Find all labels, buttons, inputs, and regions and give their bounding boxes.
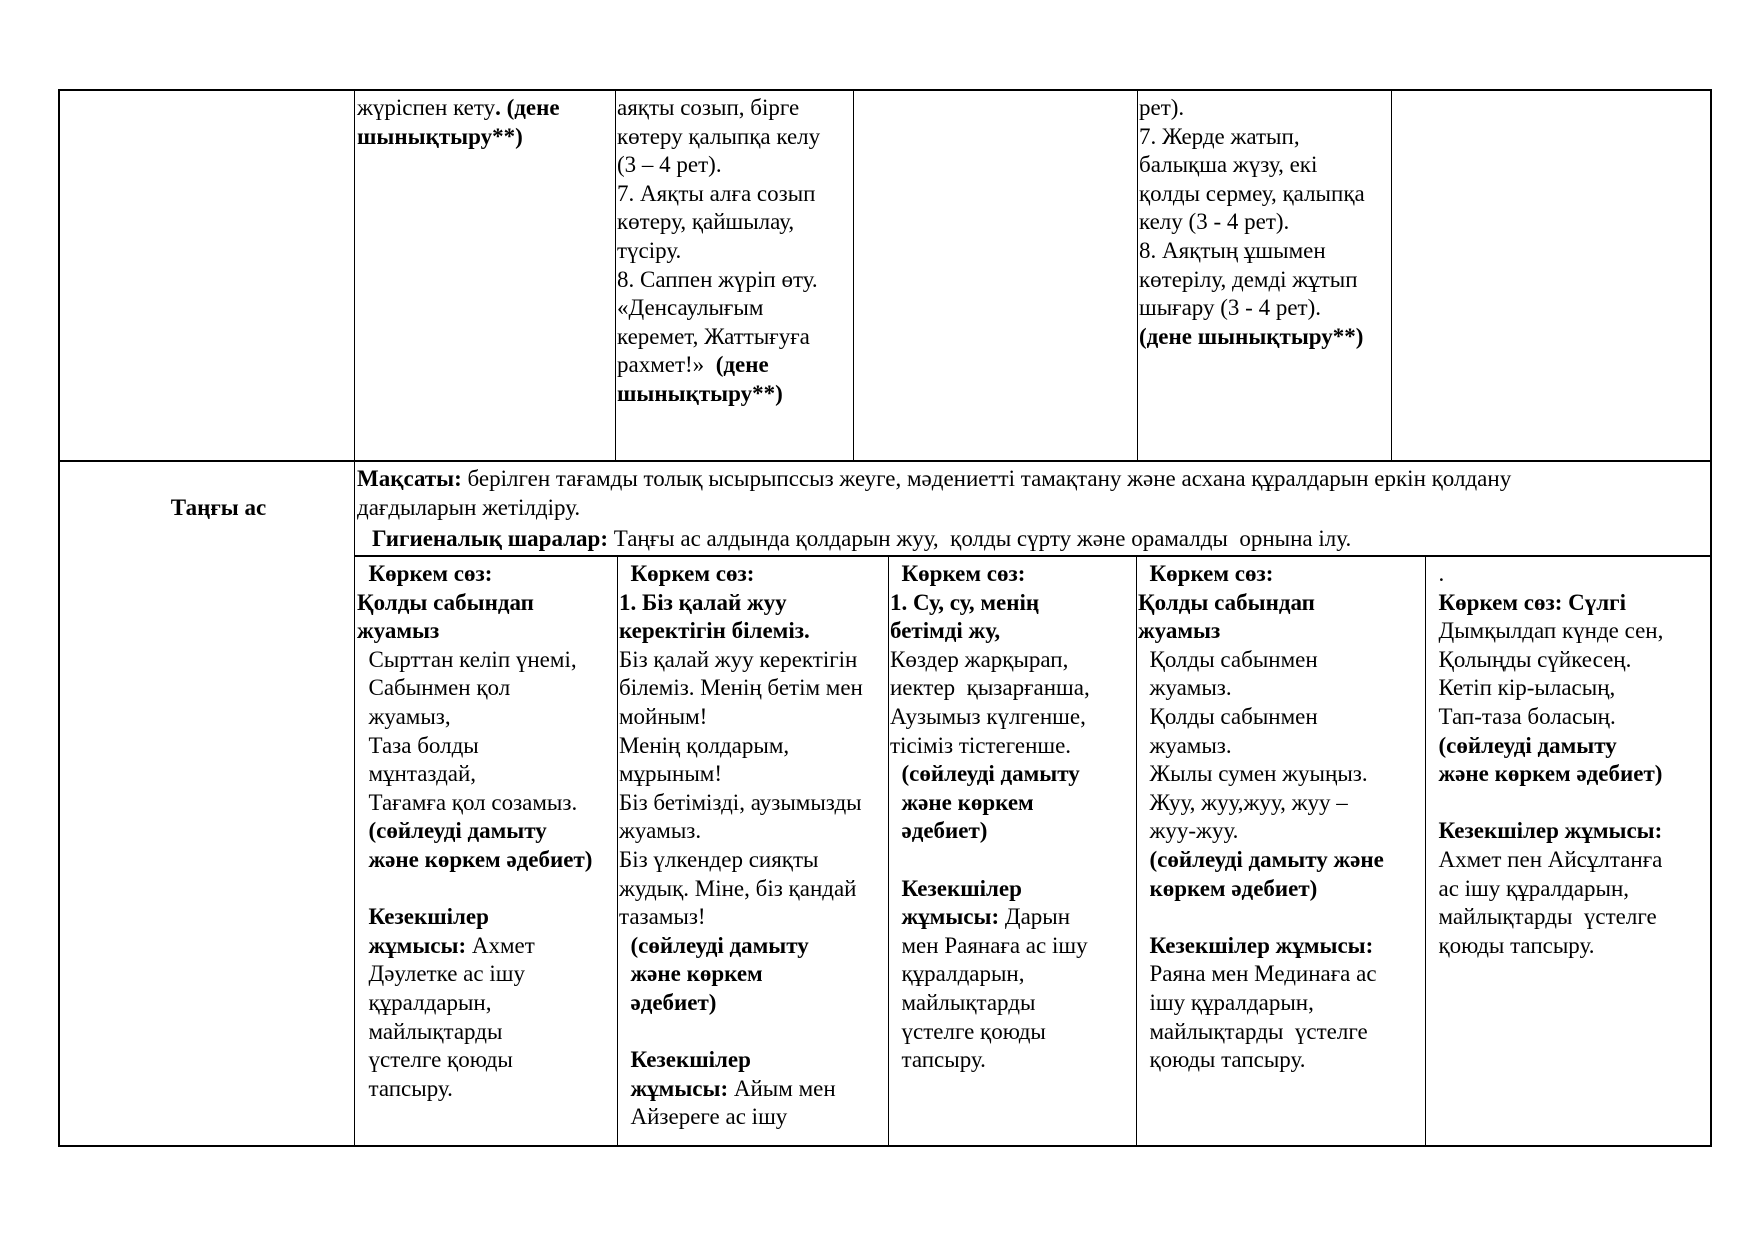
text-line [619, 732, 863, 761]
text-line [1427, 875, 1663, 904]
table-row-divider [58, 460, 1712, 462]
text-line [357, 123, 560, 152]
text-run: тісіміз тістегенше. [890, 732, 1072, 758]
text-run: Айым мен [728, 1075, 836, 1101]
text-run: Дымқылдап күнде сен, [1427, 618, 1664, 644]
text-run: (сөйлеуді дамыту [1427, 732, 1617, 758]
text-run: білеміз. Менің бетім мен [619, 675, 863, 701]
breakfast-day-2 [619, 560, 863, 1132]
text-line [619, 1075, 863, 1104]
text-run: рахмет!» [617, 352, 716, 378]
text-line [1138, 846, 1384, 875]
text-line [619, 789, 863, 818]
text-line [357, 703, 592, 732]
text-run: иектер қызарғанша, [890, 675, 1090, 701]
text-line [1427, 560, 1663, 589]
text-line [1138, 960, 1384, 989]
table-col-divider [1137, 89, 1138, 461]
row-label-breakfast-text: Таңғы ас [170, 494, 267, 520]
text-run: керектігін білеміз. [619, 618, 810, 644]
text-run: Көркем сөз: [357, 561, 493, 586]
text-run: Қолды сабынмен [1138, 703, 1318, 729]
text-line [890, 989, 1090, 1018]
text-line [357, 494, 1511, 523]
text-line [357, 589, 592, 618]
table-col-divider [1391, 89, 1392, 461]
text-line [1138, 817, 1384, 846]
text-run: майлықтарды [357, 1018, 503, 1044]
text-line [357, 903, 592, 932]
text-run: (сөйлеуді дамыту [890, 761, 1080, 787]
text-line [1138, 760, 1384, 789]
text-run: жуамыз. [1138, 675, 1232, 701]
text-run: майлықтарды үстелге [1138, 1018, 1368, 1044]
table-subrow-divider [354, 555, 1712, 557]
text-line [1139, 94, 1365, 123]
text-run: Кезекшілер жұмысы: [1138, 932, 1374, 958]
text-run: майлықтарды [890, 989, 1036, 1015]
text-line [1427, 646, 1663, 675]
text-line [619, 589, 863, 618]
text-line [619, 674, 863, 703]
text-line [1138, 589, 1384, 618]
text-run: керемет, Жаттығуға [617, 323, 810, 349]
text-run: ішу құралдарын, [1138, 989, 1314, 1015]
text-line [617, 380, 820, 409]
text-line [617, 123, 820, 152]
text-run: 1. Су, су, менің [890, 589, 1040, 615]
text-line [1427, 846, 1663, 875]
text-run: ас ішу құралдарын, [1427, 875, 1630, 901]
text-run: жуу-жуу. [1138, 818, 1239, 844]
text-line [1139, 266, 1365, 295]
text-run: Кезекшілер [890, 875, 1022, 901]
text-run: Кезекшілер [619, 1047, 751, 1073]
breakfast-day-1 [357, 560, 592, 1103]
text-line [619, 560, 863, 589]
table-border-top [58, 89, 1712, 91]
text-line [1138, 1046, 1384, 1075]
text-line [890, 960, 1090, 989]
text-run: Дәулетке ас ішу [357, 961, 525, 987]
text-line [1138, 932, 1384, 961]
text-line [1138, 646, 1384, 675]
text-run: мұрыным! [619, 761, 722, 787]
text-run: мұнтаздай, [357, 761, 477, 787]
text-line [1138, 617, 1384, 646]
text-run: тапсыру. [890, 1047, 986, 1073]
table-col-divider [853, 89, 854, 461]
text-line [357, 875, 592, 904]
text-run: мойным! [619, 703, 708, 729]
text-line [357, 465, 1511, 494]
text-run: 1. Біз қалай жуу [619, 589, 787, 615]
row-label-breakfast [60, 465, 354, 551]
text-run: Көркем сөз: [1138, 561, 1274, 586]
text-line [1427, 903, 1663, 932]
text-line [1139, 323, 1365, 352]
text-line [617, 266, 820, 295]
text-line [357, 960, 592, 989]
text-line [1427, 760, 1663, 789]
top-cell-exercise-thursday [1139, 94, 1365, 351]
text-run: тазамыз! [619, 904, 706, 930]
text-line [890, 646, 1090, 675]
text-line [357, 646, 592, 675]
text-line [1427, 589, 1663, 618]
text-line [357, 1018, 592, 1047]
text-run: көтеру, қайшылау, [617, 209, 795, 235]
text-line [619, 903, 863, 932]
text-line [619, 1018, 863, 1047]
text-line [619, 875, 863, 904]
text-run: Тағамға қол созамыз. [357, 789, 578, 815]
text-run: шынықтыру**) [357, 123, 523, 149]
text-line [357, 760, 592, 789]
text-line [357, 617, 592, 646]
text-run: жүріспен кету [357, 95, 496, 120]
text-run: Дарын [999, 904, 1071, 930]
text-line [890, 589, 1090, 618]
text-line [1138, 674, 1384, 703]
text-run: Сабынмен қол [357, 675, 511, 701]
text-run: шығару (3 - 4 рет). [1139, 295, 1321, 321]
text-line [372, 525, 1351, 554]
text-run: Таза болды [357, 732, 479, 758]
text-line [619, 646, 863, 675]
text-line [1427, 703, 1663, 732]
text-line [619, 760, 863, 789]
text-run: Көркем сөз: [619, 561, 755, 586]
text-run: жуамыз. [1138, 732, 1232, 758]
text-line [619, 703, 863, 732]
text-run: Біз үлкендер сияқты [619, 846, 819, 872]
text-run: Көркем сөз: Сүлгі [1427, 589, 1626, 615]
text-line [357, 732, 592, 761]
text-line [619, 1103, 863, 1132]
text-line [617, 351, 820, 380]
text-run: Қолды сабынмен [1138, 646, 1318, 672]
text-run: Кезекшілер жұмысы: [1427, 818, 1663, 844]
text-line [357, 846, 592, 875]
text-run: Гигиеналық шаралар: [372, 526, 608, 551]
text-run: Таңғы ас алдында қолдарын жуу, қолды сүрту және орамалды орнына ілу. [608, 526, 1352, 551]
text-run: Менің қолдарым, [619, 732, 790, 758]
text-line [619, 932, 863, 961]
text-run: Айзереге ас ішу [619, 1104, 788, 1130]
text-line [617, 294, 820, 323]
text-run: Біз бетімізді, аузымызды [619, 789, 862, 815]
text-run: үстелге қоюды [890, 1018, 1046, 1044]
text-run: аяқты созып, бірге [617, 95, 800, 120]
text-run: (сөйлеуді дамыту [357, 818, 547, 844]
breakfast-day-5 [1427, 560, 1663, 960]
top-cell-exercise-tuesday [617, 94, 820, 409]
text-run: 7. Аяқты алға созып [617, 180, 816, 206]
text-line [357, 989, 592, 1018]
text-run: 8. Саппен жүріп өту. [617, 266, 818, 292]
text-run: түсіру. [617, 237, 682, 263]
text-run: Жуу, жуу,жуу, жуу – [1138, 789, 1348, 815]
text-run: берілген тағамды толық ысырыпссыз жеуге, мәдениетті тамақтану және асхана құралдарын еркін қолдану [461, 466, 1512, 491]
text-run: және көркем әдебиет) [1427, 761, 1663, 787]
text-line [1138, 560, 1384, 589]
text-line [890, 789, 1090, 818]
text-run: көркем әдебиет) [1138, 875, 1318, 901]
text-run: Көркем сөз: [890, 561, 1026, 586]
text-line [357, 560, 592, 589]
text-line [1138, 989, 1384, 1018]
breakfast-day-4 [1138, 560, 1384, 1075]
text-line [1138, 903, 1384, 932]
text-line [1138, 1018, 1384, 1047]
text-line [890, 1046, 1090, 1075]
text-line [617, 94, 820, 123]
text-run: (3 – 4 рет). [617, 152, 722, 178]
text-run: жуамыз [1138, 618, 1221, 644]
text-line [1138, 703, 1384, 732]
text-line [357, 674, 592, 703]
table-col-divider [1136, 555, 1137, 1147]
text-line [890, 903, 1090, 932]
text-run: келу (3 - 4 рет). [1139, 209, 1290, 235]
text-run: (дене шынықтыру**) [1139, 323, 1364, 349]
text-run: балықша жүзу, екі [1139, 152, 1318, 178]
text-run: Кезекшілер [357, 904, 489, 930]
text-run: жұмысы: [890, 904, 1000, 930]
text-line [357, 94, 560, 123]
text-run: жудық. Міне, біз қандай [619, 875, 857, 901]
text-line [1139, 294, 1365, 323]
text-run: . (дене [495, 95, 560, 120]
text-run: қоюды тапсыру. [1138, 1047, 1306, 1073]
text-run: Сырттан келіп үнемі, [357, 646, 577, 672]
text-line [1427, 932, 1663, 961]
text-run: Тап-таза боласың. [1427, 703, 1616, 729]
text-run: мен Раянаға ас ішу [890, 932, 1088, 958]
text-run: үстелге қоюды [357, 1047, 513, 1073]
text-run: әдебиет) [890, 818, 988, 844]
text-line [890, 674, 1090, 703]
text-line [1138, 789, 1384, 818]
text-run: құралдарын, [357, 989, 492, 1015]
text-run: 7. Жерде жатып, [1139, 123, 1300, 149]
text-run: Біз қалай жуу керектігін [619, 646, 858, 672]
text-line [357, 817, 592, 846]
text-line [619, 960, 863, 989]
text-run: (сөйлеуді дамыту және [1138, 846, 1384, 872]
text-run: Жылы сумен жуыңыз. [1138, 761, 1368, 787]
text-run: әдебиет) [619, 989, 717, 1015]
text-run: жуамыз, [357, 703, 451, 729]
text-line [890, 1018, 1090, 1047]
text-line [890, 817, 1090, 846]
text-line [1427, 817, 1663, 846]
text-line [1139, 208, 1365, 237]
text-run: Қолды сабындап [1138, 589, 1315, 615]
text-line [619, 617, 863, 646]
text-run: және көркем [890, 789, 1034, 815]
text-run: және көркем әдебиет) [357, 846, 593, 872]
text-run: 8. Аяқтың ұшымен [1139, 237, 1326, 263]
table-border-left [58, 89, 60, 1147]
text-run: (дене [715, 352, 769, 378]
text-line [890, 703, 1090, 732]
text-run: көтерілу, демді жұтып [1139, 266, 1358, 292]
text-line [617, 180, 820, 209]
text-line [1139, 237, 1365, 266]
text-line [617, 323, 820, 352]
text-line [357, 789, 592, 818]
text-line [617, 208, 820, 237]
text-line [619, 1046, 863, 1075]
text-line [357, 1046, 592, 1075]
text-line [890, 760, 1090, 789]
table-col-divider [354, 89, 355, 1147]
text-run: және көркем [619, 961, 763, 987]
breakfast-hygiene [372, 525, 1351, 554]
text-run: Мақсаты: [357, 466, 462, 491]
text-run: жуамыз [357, 618, 440, 644]
top-cell-exercise-end [357, 94, 560, 151]
text-line [890, 560, 1090, 589]
breakfast-goal [357, 465, 1511, 522]
text-line [890, 932, 1090, 961]
text-run: қоюды тапсыру. [1427, 932, 1595, 958]
text-line [1427, 789, 1663, 818]
text-run: Қолыңды сүйкесең. [1427, 646, 1632, 672]
breakfast-day-3 [890, 560, 1090, 1075]
table-col-divider [615, 89, 616, 461]
text-run: бетімді жу, [890, 618, 1001, 644]
text-line [890, 617, 1090, 646]
text-run: (сөйлеуді дамыту [619, 932, 809, 958]
text-run: Раяна мен Мединаға ас [1138, 961, 1377, 987]
text-run: жуамыз. [619, 818, 702, 844]
text-line [619, 846, 863, 875]
text-run: рет). [1139, 95, 1185, 120]
text-line [1138, 875, 1384, 904]
text-run: «Денсаулығым [617, 295, 764, 321]
text-run: Аузымыз күлгенше, [890, 703, 1086, 729]
text-run: жұмысы: [357, 932, 467, 958]
text-run: құралдарын, [890, 961, 1025, 987]
text-run: Кетіп кір-ыласың, [1427, 675, 1616, 701]
text-run: Қолды сабындап [357, 589, 534, 615]
text-line [357, 932, 592, 961]
table-border-bottom [58, 1145, 1712, 1147]
text-line [890, 732, 1090, 761]
text-line [1139, 180, 1365, 209]
text-run: тапсыру. [357, 1075, 453, 1101]
text-line [619, 989, 863, 1018]
table-col-divider [888, 555, 889, 1147]
table-col-divider [1425, 555, 1426, 1147]
text-run: Ахмет пен Айсұлтанға [1427, 846, 1663, 872]
text-run: жұмысы: [619, 1075, 729, 1101]
text-line [1427, 732, 1663, 761]
table-border-right [1710, 89, 1712, 1147]
table-col-divider [617, 555, 618, 1147]
text-run: дағдыларын жетілдіру. [357, 494, 581, 520]
text-line [619, 817, 863, 846]
text-line [1427, 674, 1663, 703]
text-line [357, 1075, 592, 1104]
text-line [890, 875, 1090, 904]
text-run: . [1427, 561, 1445, 586]
text-line [617, 237, 820, 266]
text-line [1139, 123, 1365, 152]
text-run: көтеру қалыпқа келу [617, 123, 821, 149]
text-run: майлықтарды үстелге [1427, 904, 1657, 930]
text-run: шынықтыру**) [617, 380, 783, 406]
text-line [1427, 617, 1663, 646]
text-line [617, 151, 820, 180]
text-run: қолды сермеу, қалыпқа [1139, 180, 1365, 206]
text-line [1139, 151, 1365, 180]
text-line [1138, 732, 1384, 761]
text-run: Көздер жарқырап, [890, 646, 1069, 672]
text-line [890, 846, 1090, 875]
text-run: Ахмет [466, 932, 535, 958]
